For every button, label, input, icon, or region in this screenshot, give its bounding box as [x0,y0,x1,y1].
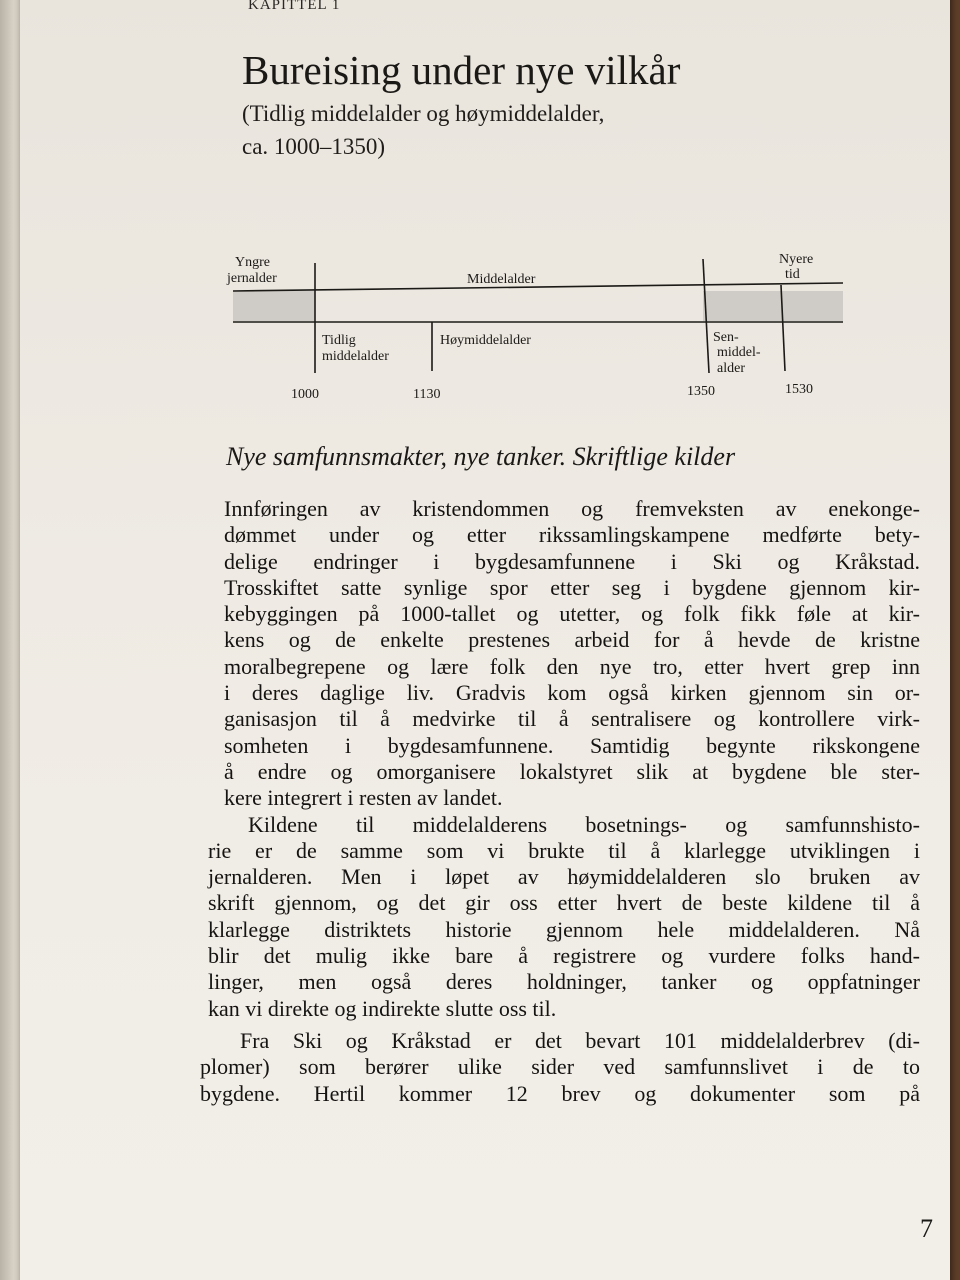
text-line: kebyggingen på 1000-tallet og utetter, og folk fikk føle at kir- [224,601,920,627]
subtitle-line: ca. 1000–1350) [242,134,386,159]
text-line: klarlegge distriktets historie gjennom hele middelalderen. Nå [208,916,920,942]
text-line: i deres daglige liv. Gradvis kom også kirken gjennom sin or- [224,680,920,706]
text-line: kere integrert i resten av landet. [224,785,503,811]
paragraph [200,812,920,1022]
section-heading: Nye samfunnsmakter, nye tanker. Skriftlige kilder [226,442,736,471]
timeline-bar-left [233,291,315,321]
label-yngre: Yngre [235,255,270,270]
text-line: dømmet under og etter rikssamlingskampene medførte bety- [224,522,920,548]
text-line: blir det mulig ikke bare å registrere og vurdere folks hand- [208,943,920,969]
label-jernalder: jernalder [227,271,277,286]
year-1000: 1000 [291,387,319,402]
text-line: Kildene til middelalderens bosetnings- og samfunnshisto- [248,811,920,837]
text-line: plomer) som berører ulike sider ved samfunnslivet i de to [200,1054,920,1080]
text-line: jernalderen. Men i løpet av høymiddelalderen slo bruken av [208,864,920,890]
year-1530: 1530 [785,382,813,397]
label-tidlig: Tidlig [322,333,356,348]
paragraph [200,496,920,812]
page-number: 7 [920,1214,933,1243]
year-1350: 1350 [687,384,715,399]
text-line: å endre og omorganisere lokalstyret slik at bygdene ble ster- [224,758,920,784]
text-line: Trosskiftet satte synlige spor etter seg i bygdene gjennom kir- [224,574,920,600]
text-line: Fra Ski og Kråkstad er det bevart 101 middelalderbrev (di- [240,1027,920,1053]
label-middelalder-sub: middelalder [322,349,389,364]
label-alder: alder [717,361,745,376]
page-edge [0,0,22,1280]
text-line: skrift gjennom, og det gir oss etter hvert de beste kildene til å [208,890,920,916]
label-nyere: Nyere [779,252,814,267]
text-line: moralbegrepene og lære folk den nye tro, etter hvert grep inn [224,653,920,679]
period-timeline [225,245,855,405]
text-line: Innføringen av kristendommen og fremveksten av enekonge- [224,496,920,521]
body-text [200,496,920,1107]
text-line: delige endringer i bygdesamfunnene i Ski og Kråkstad. [224,548,920,574]
text-line: linger, men også deres holdninger, tanker og oppfatninger [208,969,920,995]
subtitle-line: (Tidlig middelalder og høymiddelalder, [242,101,605,126]
text-line: kens og de enkelte prestenes arbeid for å hevde de kristne [224,627,920,653]
year-1130: 1130 [413,387,441,402]
timeline-bar-right [703,291,843,321]
label-middel: middel- [717,345,761,360]
text-line: rie er de samme som vi brukte til å klarlegge utviklingen i [208,837,920,863]
label-middelalder: Middelalder [467,272,536,287]
chapter-label: KAPITTEL 1 [248,0,341,13]
paragraph [200,1028,920,1107]
text-line: kan vi direkte og indirekte slutte oss til. [208,995,557,1021]
chapter-title: Bureising under nye vilkår [242,47,681,93]
label-tid: tid [785,267,800,282]
label-sen: Sen- [713,330,739,345]
text-line: bygdene. Hertil kommer 12 brev og dokumenter som på [200,1080,920,1106]
chapter-subtitle [242,97,604,163]
text-line: somheten i bygdesamfunnene. Samtidig begynte rikskongene [224,732,920,758]
label-hoymiddelalder: Høymiddelalder [440,333,531,348]
timeline-top-line [233,283,843,291]
book-page [20,0,950,1280]
text-line: ganisasjon til å medvirke til å sentralisere og kontrollere virk- [224,706,920,732]
